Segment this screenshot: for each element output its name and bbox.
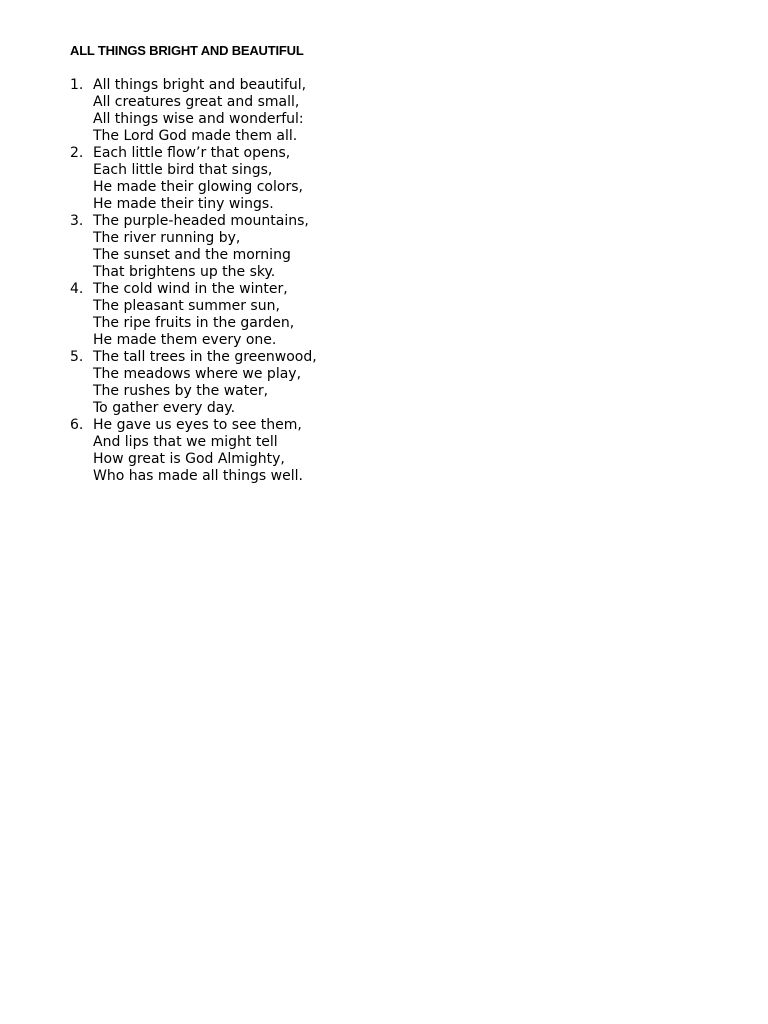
verse-line: The rushes by the water, bbox=[93, 383, 269, 399]
verse-line: Each little flow’r that opens, bbox=[93, 145, 291, 161]
verse-line: Who has made all things well. bbox=[93, 468, 303, 484]
verse-line: The sunset and the morning bbox=[93, 247, 291, 263]
verse-line: He made their glowing colors, bbox=[93, 179, 303, 195]
verse-line: The tall trees in the greenwood, bbox=[93, 349, 317, 365]
verse-2 bbox=[70, 145, 710, 213]
verse-1 bbox=[70, 77, 710, 145]
verse-line: He made their tiny wings. bbox=[93, 196, 274, 212]
verse-line: How great is God Almighty, bbox=[93, 451, 285, 467]
verse-number: 5. bbox=[70, 349, 84, 365]
verse-line: Each little bird that sings, bbox=[93, 162, 273, 178]
document-page bbox=[70, 42, 710, 485]
document-title: ALL THINGS BRIGHT AND BEAUTIFUL bbox=[70, 43, 304, 58]
verse-number: 4. bbox=[70, 281, 84, 297]
verse-line: All things bright and beautiful, bbox=[93, 77, 307, 93]
verse-number: 1. bbox=[70, 77, 84, 93]
verse-line: That brightens up the sky. bbox=[93, 264, 276, 280]
verse-number: 2. bbox=[70, 145, 84, 161]
verse-line: The ripe fruits in the garden, bbox=[93, 315, 295, 331]
verse-line: To gather every day. bbox=[93, 400, 236, 416]
verse-line: The purple-headed mountains, bbox=[93, 213, 309, 229]
verse-line: The river running by, bbox=[93, 230, 241, 246]
verse-line: He made them every one. bbox=[93, 332, 277, 348]
verse-line: The Lord God made them all. bbox=[93, 128, 298, 144]
verse-line: The meadows where we play, bbox=[93, 366, 302, 382]
verse-line: He gave us eyes to see them, bbox=[93, 417, 302, 433]
verse-line: And lips that we might tell bbox=[93, 434, 278, 450]
verse-6 bbox=[70, 417, 710, 485]
verse-line: The cold wind in the winter, bbox=[93, 281, 288, 297]
verse-5 bbox=[70, 349, 710, 417]
verse-number: 6. bbox=[70, 417, 84, 433]
verse-3 bbox=[70, 213, 710, 281]
verse-line: All things wise and wonderful: bbox=[93, 111, 304, 127]
verse-number: 3. bbox=[70, 213, 84, 229]
verse-4 bbox=[70, 281, 710, 349]
verse-line: The pleasant summer sun, bbox=[93, 298, 280, 314]
verse-line: All creatures great and small, bbox=[93, 94, 300, 110]
verse-list bbox=[70, 77, 710, 485]
